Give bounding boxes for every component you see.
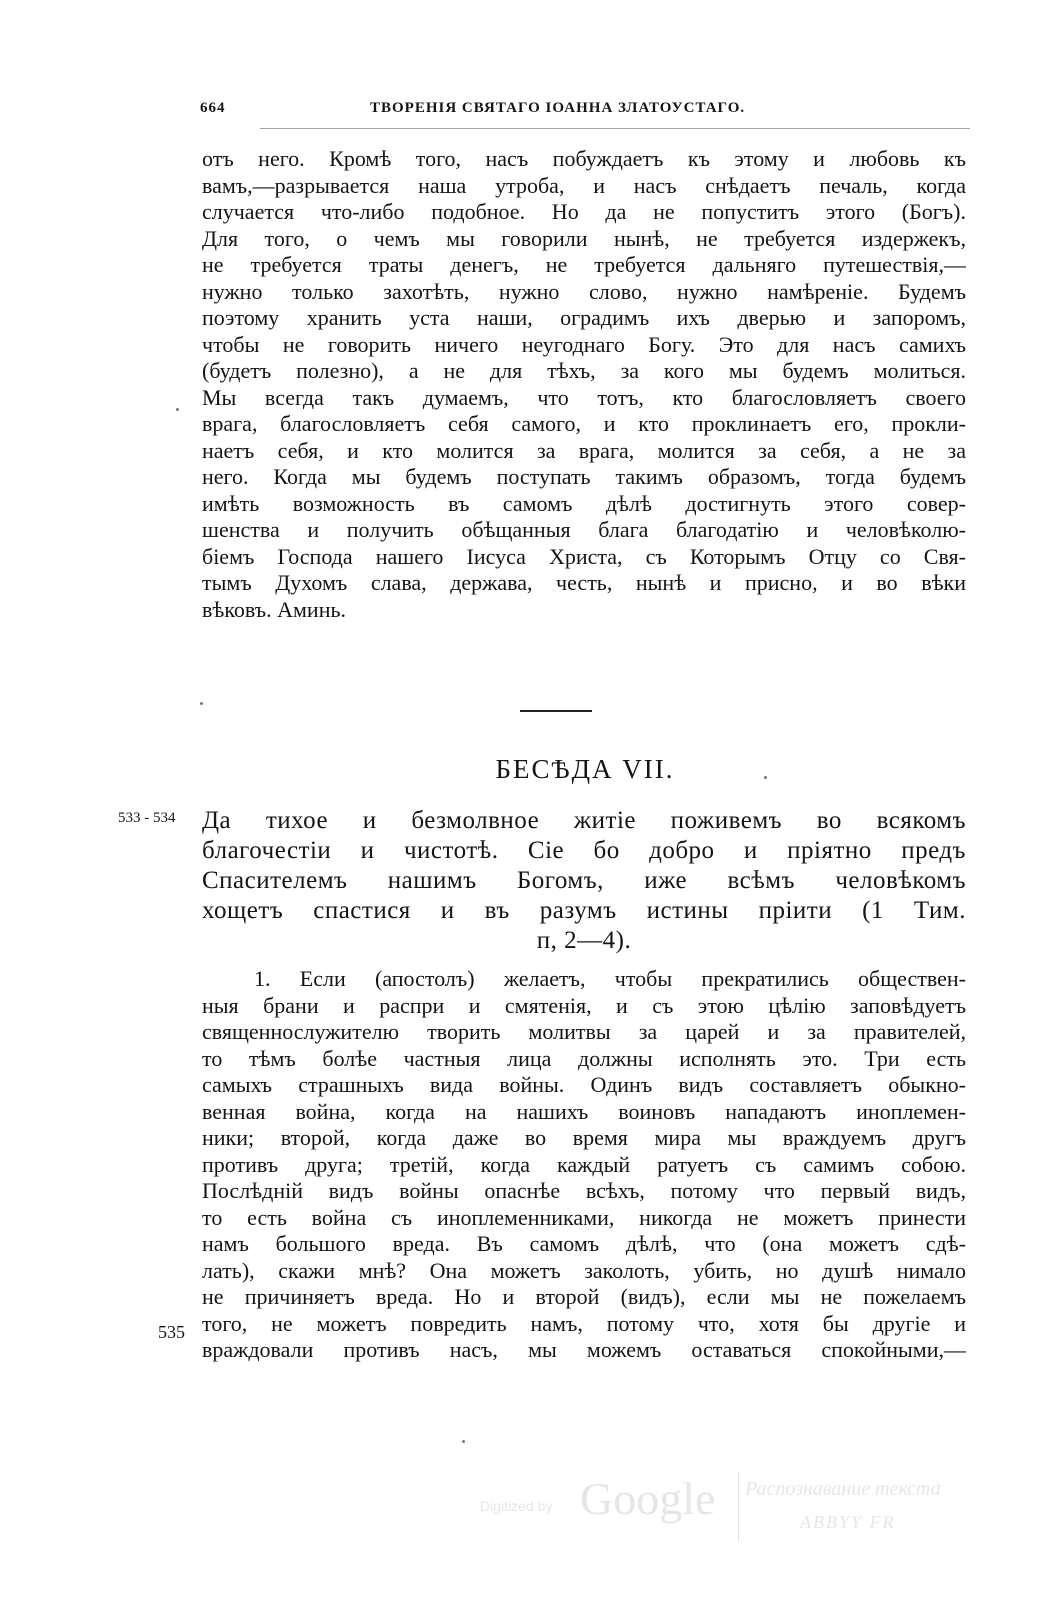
homily-heading bbox=[0, 754, 1054, 785]
margin-reference-bottom: 535 bbox=[158, 1322, 185, 1342]
header-rule bbox=[260, 128, 970, 129]
text-line: вѣковъ. Аминь. bbox=[202, 596, 347, 622]
text-line: отъ него. Кромѣ того, насъ побуждаетъ къ этому и любовь къ bbox=[202, 146, 966, 171]
text-line: не требуется траты денегъ, не требуется дальняго путешествія,— bbox=[202, 252, 966, 277]
text-line: поэтому хранить уста наши, оградимъ ихъ дверью и запоромъ, bbox=[202, 305, 966, 330]
running-head-title: ТВОРЕНІЯ СВЯТАГО ІОАННА ЗЛАТОУСТАГО. bbox=[370, 100, 746, 116]
text-line: ники; второй, когда даже во время мира мы враждуемъ другъ bbox=[202, 1125, 966, 1150]
page-number: 664 bbox=[200, 100, 226, 116]
text-line: лать), скажи мнѣ? Она можетъ заколоть, убить, но душѣ нимало bbox=[202, 1257, 966, 1283]
homily-title: БЕСѢДА VII. bbox=[495, 754, 675, 784]
watermark-ocr-line1: Распознавание текста bbox=[745, 1478, 941, 1500]
epigraph-line: хощетъ спастися и въ разумъ истины пріити (1 Тим. bbox=[202, 897, 966, 924]
google-watermark-logo: Google bbox=[580, 1473, 716, 1524]
text-line: вамъ,—разрывается наша утроба, и насъ снѣдаетъ печаль, когда bbox=[202, 172, 966, 198]
digitization-watermark bbox=[480, 1472, 1000, 1552]
section-divider-rule bbox=[520, 710, 592, 712]
text-line: то тѣмъ болѣе частныя лица должны исполнять это. Три есть bbox=[202, 1045, 966, 1071]
text-line: Для того, о чемъ мы говорили нынѣ, не требуется издержекъ, bbox=[202, 225, 966, 251]
text-line: венная война, когда на нашихъ воиновъ нападаютъ иноплемен- bbox=[202, 1098, 966, 1124]
print-speck bbox=[200, 702, 203, 705]
epigraph-line: Спасителемъ нашимъ Богомъ, иже всѣмъ человѣкомъ bbox=[202, 867, 966, 894]
text-line: врага, благословляетъ себя самого, и кто проклинаетъ его, прокли- bbox=[202, 411, 966, 436]
text-line: 1. Если (апостолъ) желаетъ, чтобы прекратились обществен- bbox=[254, 966, 966, 991]
text-line: намъ большого вреда. Въ самомъ дѣлѣ, что (она можетъ сдѣ- bbox=[202, 1231, 966, 1256]
text-line: чтобы не говорить ничего неугоднаго Богу. Это для насъ самихъ bbox=[202, 331, 966, 357]
text-line: самыхъ страшныхъ вида войны. Одинъ видъ составляетъ обыкно- bbox=[202, 1072, 966, 1097]
text-line: шенства и получить обѣщанныя блага благодатію и человѣколю- bbox=[202, 517, 966, 542]
text-line: враждовали противъ насъ, мы можемъ оставаться спокойными,— bbox=[202, 1337, 966, 1362]
text-line: тымъ Духомъ слава, держава, честь, нынѣ и присно, и во вѣки bbox=[202, 570, 966, 595]
print-speck bbox=[764, 776, 767, 779]
text-line: противъ друга; третій, когда каждый ратуетъ съ самимъ собою. bbox=[202, 1151, 966, 1177]
text-line: наетъ себя, и кто молится за врага, молится за себя, а не за bbox=[202, 437, 966, 463]
text-line: (будетъ полезно), а не для тѣхъ, за кого мы будемъ молиться. bbox=[202, 358, 966, 383]
text-line: случается что-либо подобное. Но да не попуститъ этого (Богъ). bbox=[202, 199, 966, 224]
text-line: священнослужителю творить молитвы за царей и за правителей, bbox=[202, 1019, 966, 1044]
watermark-separator bbox=[738, 1472, 739, 1542]
text-line: Послѣдній видъ войны опаснѣе всѣхъ, потому что первый видъ, bbox=[202, 1178, 966, 1203]
epigraph-line: благочестіи и чистотѣ. Сіе бо добро и пріятно предъ bbox=[202, 837, 966, 864]
text-line: біемъ Господа нашего Іисуса Христа, съ Которымъ Отцу со Свя- bbox=[202, 543, 966, 569]
text-line: имѣть возможность въ самомъ дѣлѣ достигнуть этого совер- bbox=[202, 490, 966, 516]
epigraph-line: п, 2—4). bbox=[536, 927, 632, 954]
text-line: нужно только захотѣть, нужно слово, нужно намѣреніе. Будемъ bbox=[202, 278, 966, 304]
text-line: не причиняетъ вреда. Но и второй (видъ), если мы не пожелаемъ bbox=[202, 1284, 966, 1309]
text-line: Мы всегда такъ думаемъ, что тотъ, кто благословляетъ своего bbox=[202, 384, 966, 410]
homily-body-paragraph bbox=[202, 966, 966, 1364]
print-speck bbox=[462, 1440, 465, 1443]
text-line: то есть война съ иноплеменниками, никогда не можетъ принести bbox=[202, 1204, 966, 1230]
margin-reference-top: 533 - 534 bbox=[118, 810, 176, 826]
print-speck bbox=[176, 408, 179, 411]
continuation-paragraph bbox=[202, 146, 966, 623]
epigraph-line: Да тихое и безмолвное житіе поживемъ во всякомъ bbox=[202, 807, 966, 834]
text-line: него. Когда мы будемъ поступать такимъ образомъ, тогда будемъ bbox=[202, 464, 966, 489]
watermark-digitized-by: Digitized by bbox=[480, 1498, 553, 1514]
watermark-ocr-line2: ABBYY FR bbox=[800, 1512, 896, 1532]
scripture-epigraph bbox=[202, 806, 966, 956]
text-line: ныя брани и распри и смятенія, и съ этою цѣлію заповѣдуетъ bbox=[202, 992, 966, 1018]
text-line: того, не можетъ повредить намъ, потому что, хотя бы другіе и bbox=[202, 1310, 966, 1336]
running-head bbox=[200, 100, 970, 124]
